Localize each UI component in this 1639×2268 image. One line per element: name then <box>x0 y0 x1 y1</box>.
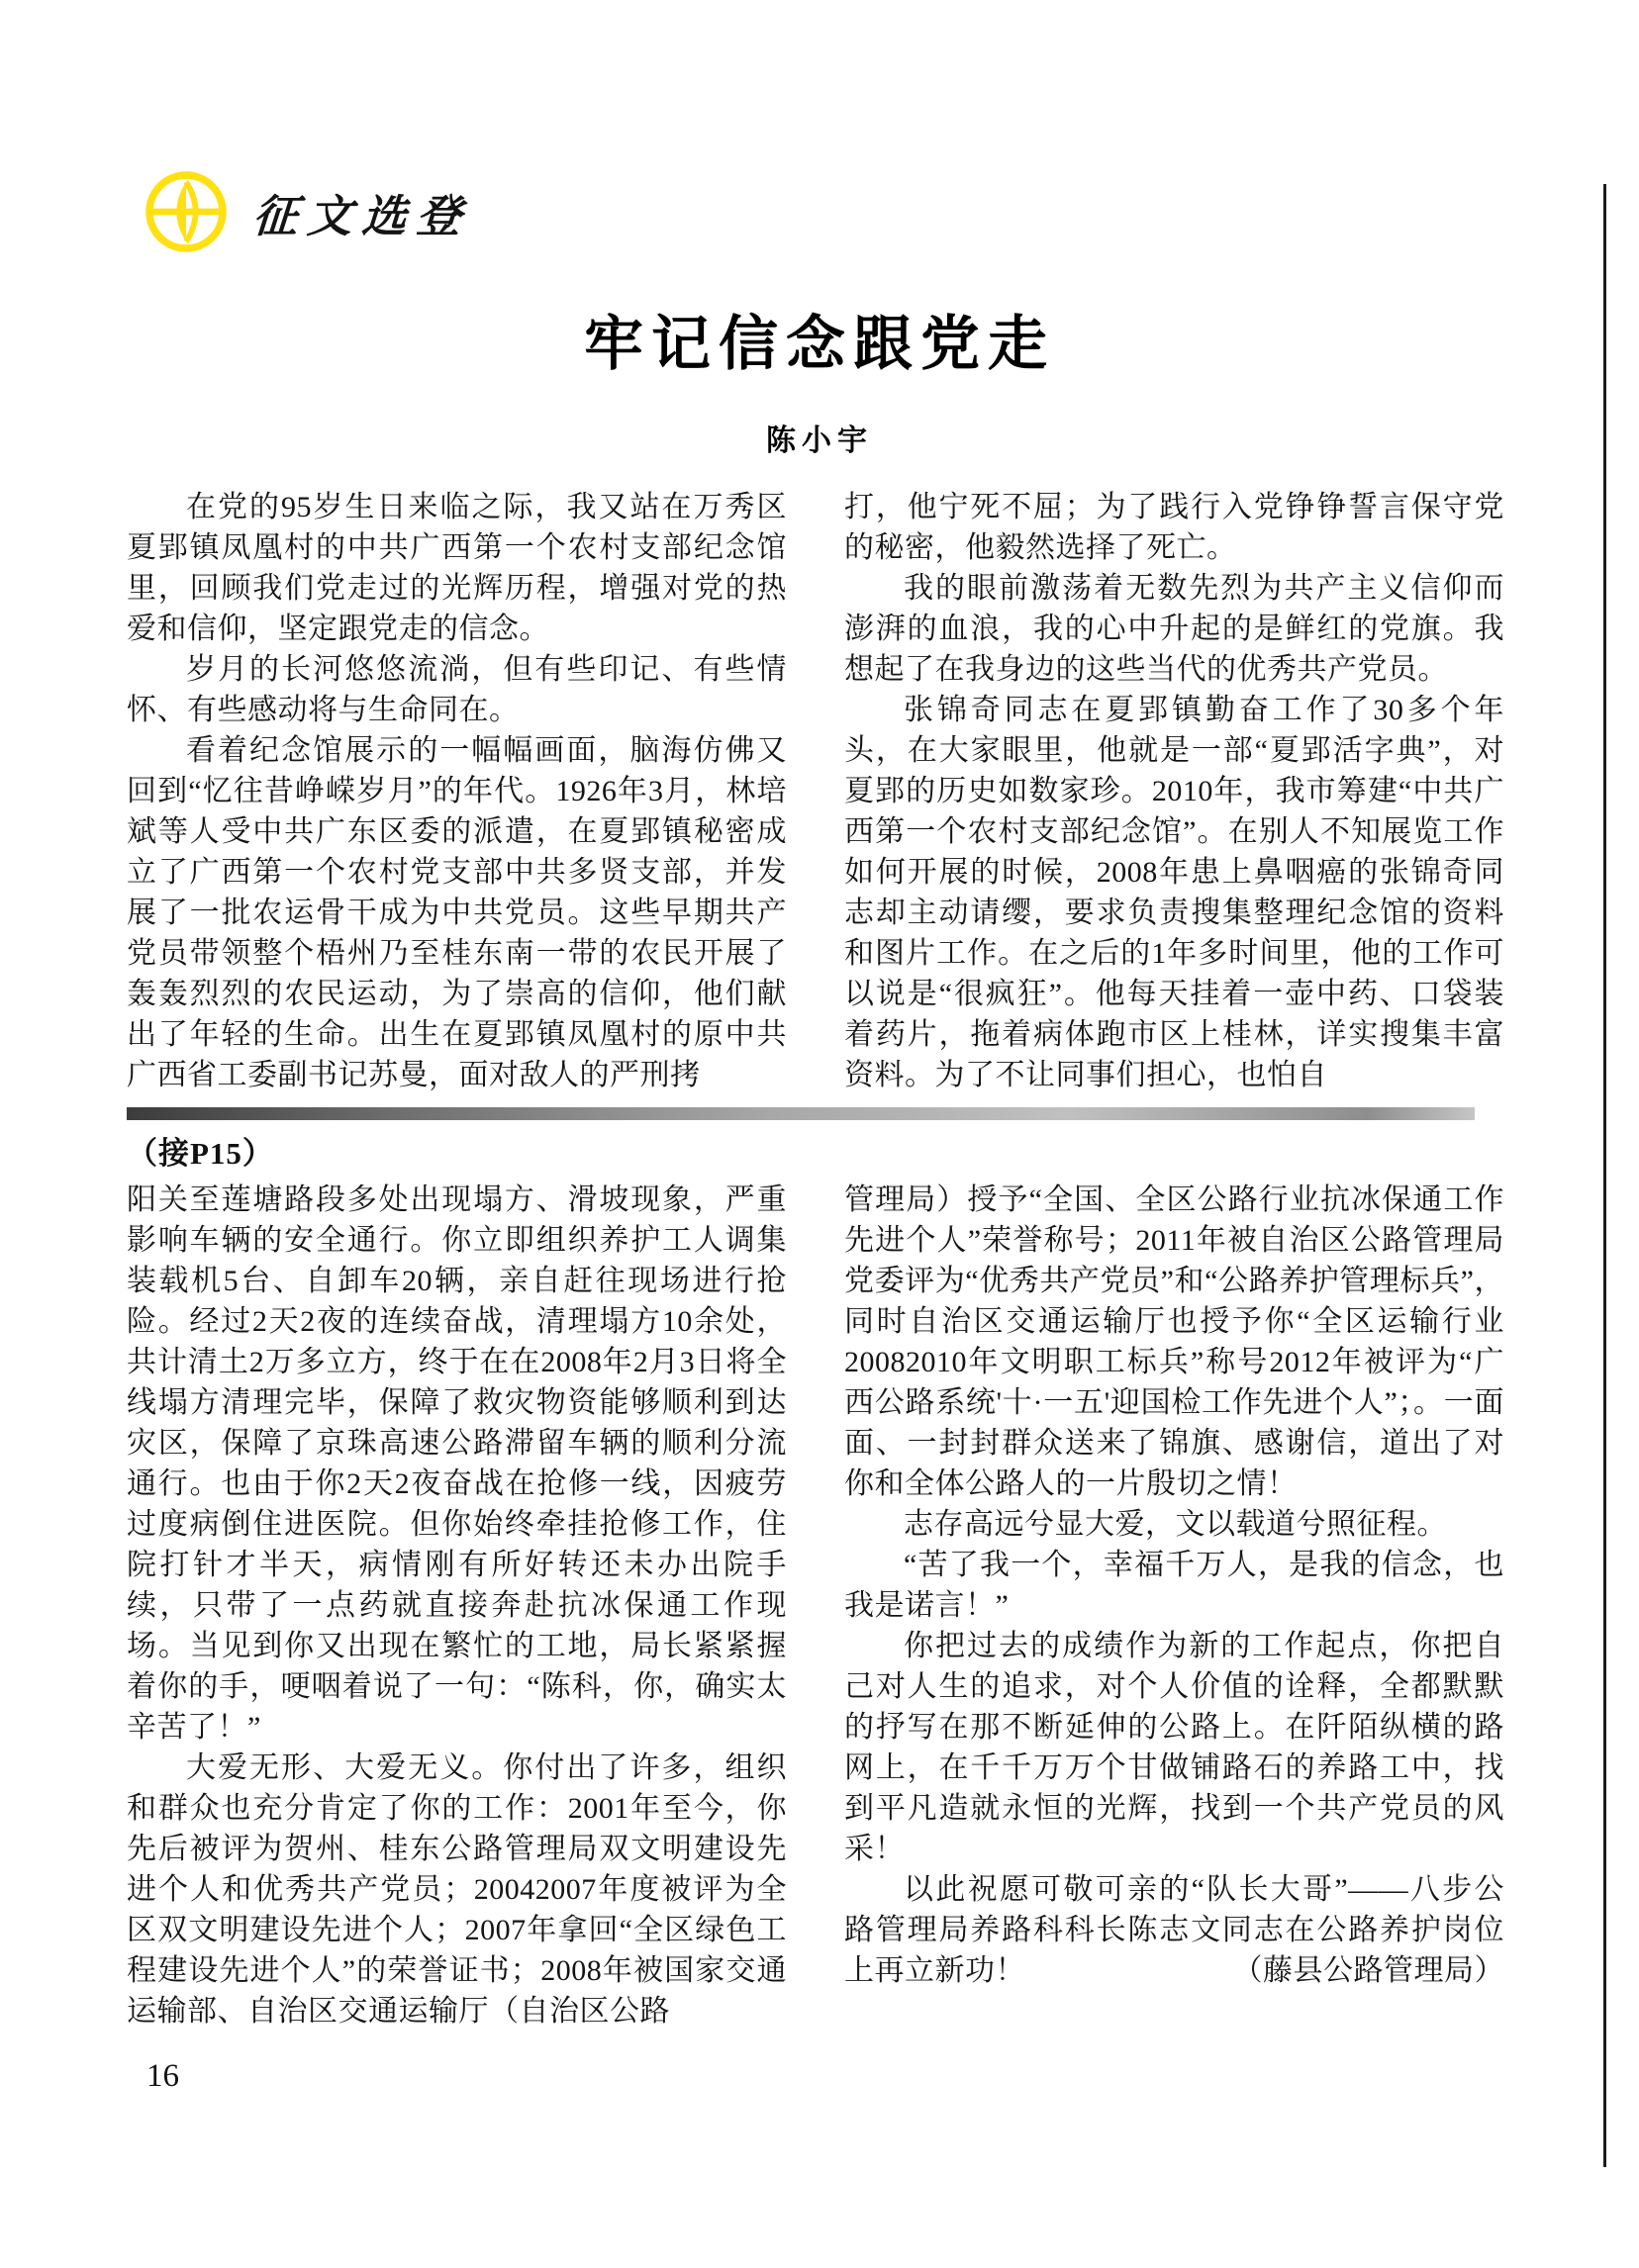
article2-left-column <box>127 1180 787 2032</box>
article-title: 牢记信念跟党走 <box>584 312 1055 377</box>
attribution-text: （藤县公路管理局） <box>1232 1954 1504 1987</box>
paragraph: 看着纪念馆展示的一幅幅画面，脑海仿佛又回到“忆往昔峥嵘岁月”的年代。1926年3月，林培斌等人受中共广东区委的派遣，在夏郢镇秘密成立了广西第一个农村党支部中共多贤支部，并发展了一批农运骨干成为中共党员。这些早期共产党员带领整个梧州乃至桂东南一带的农民开展了轰轰烈烈的农民运动，为了崇高的信仰，他们献出了年轻的生命。出生在夏郢镇凤凰村的原中共广西省工委副书记苏曼，面对敌人的严刑拷 <box>127 734 787 1091</box>
paragraph: 打，他宁死不屈；为了践行入党铮铮誓言保守党的秘密，他毅然选择了死亡。 <box>844 491 1504 564</box>
closing-sentence: 以此祝愿可敬可亲的“队长大哥”——八步公路管理局养路科科长陈志文同志在公路养护岗位上再立新功！ <box>844 1873 1504 1987</box>
paragraph: 志存高远兮显大爱，文以载道兮照征程。 <box>904 1508 1447 1541</box>
paragraph: 我的眼前激荡着无数先烈为共产主义信仰而澎湃的血浪，我的心中升起的是鲜红的党旗。我想起了在我身边的这些当代的优秀共产党员。 <box>844 572 1504 686</box>
paragraph: “苦了我一个，幸福千万人，是我的信念，也我是诺言！” <box>844 1549 1504 1622</box>
paragraph <box>844 1869 1504 1991</box>
paragraph: 张锦奇同志在夏郢镇勤奋工作了30多个年头，在大家眼里，他就是一部“夏郢活字典”，对夏郢的历史如数家珍。2010年，我市筹建“中共广西第一个农村支部纪念馆”。在别人不知展览工作如何开展的时候，2008年患上鼻咽癌的张锦奇同志却主动请缨，要求负责搜集整理纪念馆的资料和图片工作。在之后的1年多时间里，他的工作可以说是“很疯狂”。他每天挂着一壶中药、口袋装着药片，拖着病体跑市区上桂林，详实搜集丰富资料。为了不让同事们担心，也怕自 <box>844 694 1504 1091</box>
page-number: 16 <box>146 2058 179 2094</box>
paragraph: 大爱无形、大爱无义。你付出了许多，组织和群众也充分肯定了你的工作：2001年至今，你先后被评为贺州、桂东公路管理局双文明建设先进个人和优秀共产党员；20042007年度被评为全区双文明建设先进个人；2007年拿回“全区绿色工程建设先进个人”的荣誉证书；2008年被国家交通运输部、自治区交通运输厅（自治区公路 <box>127 1751 787 2028</box>
paragraph: 岁月的长河悠悠流淌，但有些印记、有些情怀、有些感动将与生命同在。 <box>127 653 787 726</box>
paragraph: 阳关至莲塘路段多处出现塌方、滑坡现象，严重影响车辆的安全通行。你立即组织养护工人调集装载机5台、自卸车20辆，亲自赶往现场进行抢险。经过2天2夜的连续奋战，清理塌方10余处，共计清土2万多立方，终于在在2008年2月3日将全线塌方清理完毕，保障了救灾物资能够顺利到达灾区，保障了京珠高速公路滞留车辆的顺利分流通行。也由于你2天2夜奋战在抢修一线，因疲劳过度病倒住进医院。但你始终牵挂抢修工作，住院打针才半天，病情刚有所好转还未办出院手续，只带了一点药就直接奔赴抗冰保通工作现场。当见到你又出现在繁忙的工地，局长紧紧握着你的手，哽咽着说了一句：“陈科，你，确实太辛苦了！” <box>127 1183 787 1744</box>
paragraph: 你把过去的成绩作为新的工作起点，你把自己对人生的追求，对个人价值的诠释，全都默默的抒写在那不断延伸的公路上。在阡陌纵横的路网上，在千千万万个甘做铺路石的养路工中，找到平凡造就永恒的光辉，找到一个共产党员的风采！ <box>844 1630 1504 1865</box>
trade-union-logo-icon <box>145 170 228 253</box>
article2-body <box>127 1180 1504 2032</box>
article-author: 陈小宇 <box>766 425 873 457</box>
article1-right-column <box>844 487 1504 1095</box>
article1-body <box>127 487 1504 1095</box>
strapline-text: 征文选登 <box>250 191 473 241</box>
article2-right-column <box>844 1180 1504 2032</box>
paragraph: 管理局）授予“全国、全区公路行业抗冰保通工作先进个人”荣誉称号；2011年被自治区公路管理局党委评为“优秀共产党员”和“公路养护管理标兵”，同时自治区交通运输厅也授予你“全区运输行业20082010年文明职工标兵”称号2012年被评为“广西公路系统'十·一五'迎国检工作先进个人”；。一面面、一封封群众送来了锦旗、感谢信，道出了对你和全体公路人的一片殷切之情！ <box>844 1183 1504 1500</box>
page-header <box>145 170 471 253</box>
right-edge-rule <box>1603 184 1606 2167</box>
continued-from-label: （接P15） <box>127 1136 274 1171</box>
section-divider-bar <box>127 1107 1475 1120</box>
paragraph: 在党的95岁生日来临之际，我又站在万秀区夏郢镇凤凰村的中共广西第一个农村支部纪念馆里，回顾我们党走过的光辉历程，增强对党的热爱和信仰，坚定跟党走的信念。 <box>127 491 787 645</box>
article1-left-column <box>127 487 787 1095</box>
